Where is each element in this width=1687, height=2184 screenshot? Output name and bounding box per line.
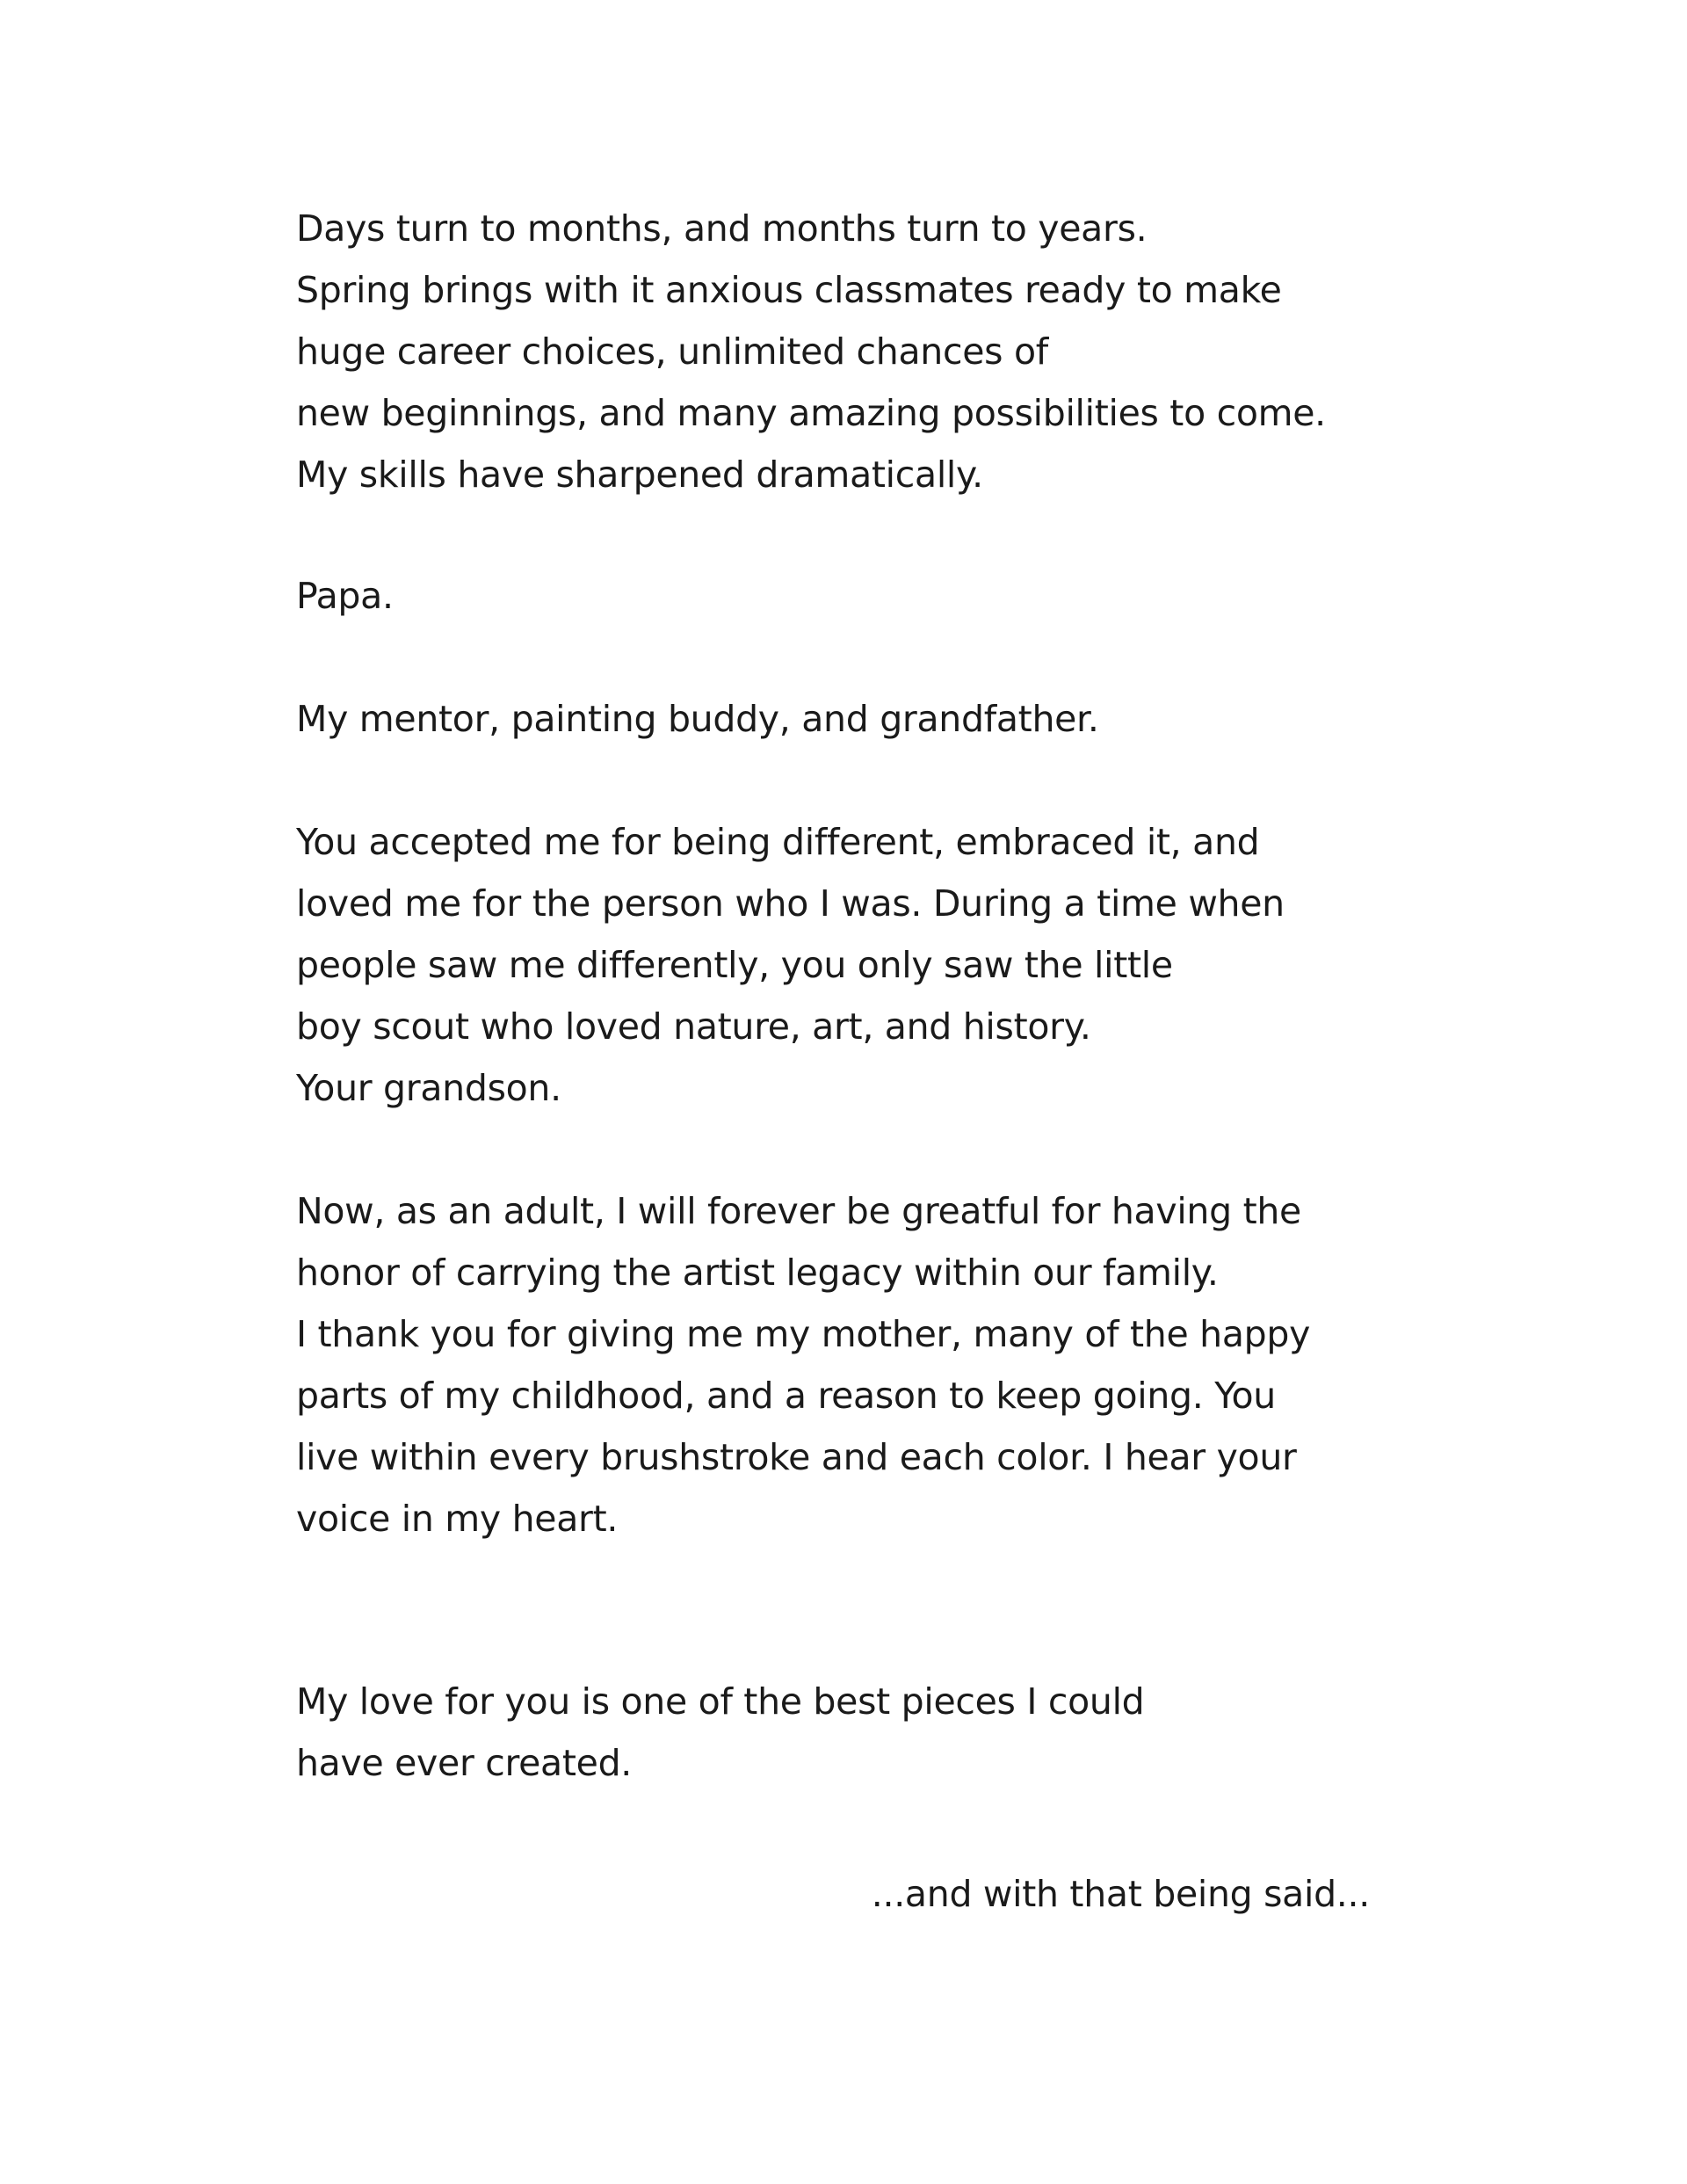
paragraph-adult <box>296 1180 1403 1549</box>
text-line: honor of carrying the artist legacy within our family. <box>296 1252 1219 1294</box>
paragraph-accepted <box>296 811 1403 1119</box>
paragraph-closing <box>296 1863 1370 1925</box>
text-line: people saw me differently, you only saw the little <box>296 944 1173 986</box>
text-line: new beginnings, and many amazing possibilities to come. <box>296 392 1326 434</box>
paragraph-mentor <box>296 688 1403 750</box>
text-line: My skills have sharpened dramatically. <box>296 453 983 496</box>
text-line: boy scout who loved nature, art, and history. <box>296 1005 1091 1048</box>
paragraph-intro <box>296 198 1403 505</box>
text-line: have ever created. <box>296 1742 633 1784</box>
text-line: I thank you for giving me my mother, many of the happy <box>296 1313 1311 1355</box>
text-line: You accepted me for being different, embraced it, and <box>296 821 1260 863</box>
text-line: huge career choices, unlimited chances of <box>296 330 1048 373</box>
text-line: voice in my heart. <box>296 1498 619 1540</box>
text-line: parts of my childhood, and a reason to keep going. You <box>296 1375 1276 1417</box>
text-line: Spring brings with it anxious classmates ready to make <box>296 269 1282 311</box>
salutation-text: Papa. <box>296 575 394 617</box>
closing-text: ...and with that being said... <box>871 1873 1370 1915</box>
text-line: My mentor, painting buddy, and grandfather. <box>296 698 1099 740</box>
text-line: My love for you is one of the best pieces I could <box>296 1680 1145 1723</box>
text-line: Now, as an adult, I will forever be greatful for having the <box>296 1190 1301 1232</box>
text-line: Your grandson. <box>296 1067 561 1109</box>
paragraph-love <box>296 1671 1403 1794</box>
text-line: Days turn to months, and months turn to years. <box>296 207 1148 250</box>
text-line: loved me for the person who I was. During a time when <box>296 882 1285 925</box>
text-line: live within every brushstroke and each color. I hear your <box>296 1436 1297 1478</box>
paragraph-salutation <box>296 565 1403 627</box>
